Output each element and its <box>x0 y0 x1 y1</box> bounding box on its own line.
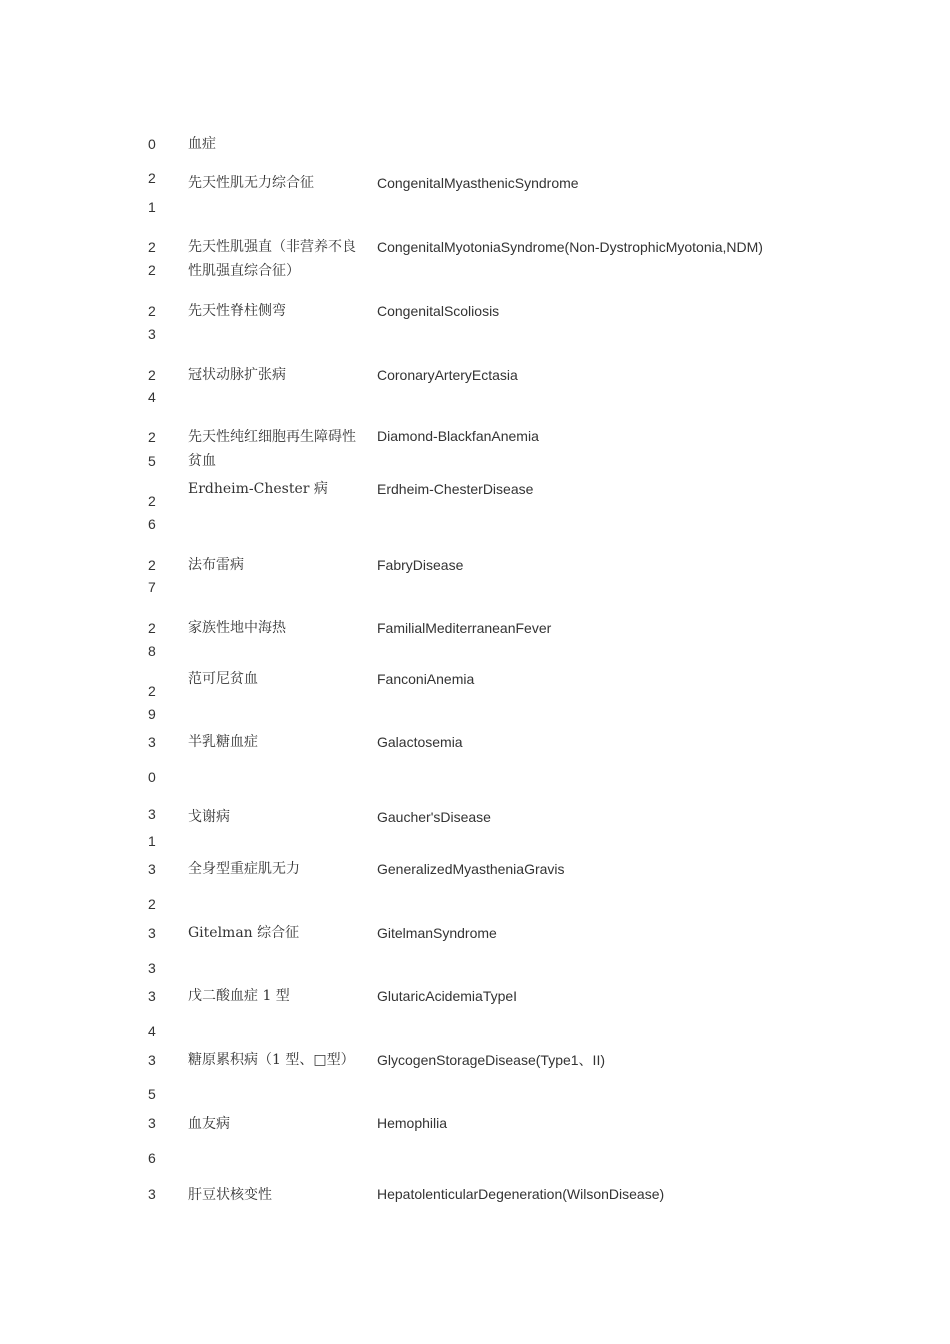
row-number: 3 <box>148 1052 156 1068</box>
row-number: 2 <box>148 620 156 636</box>
chinese-name: 戊二酸血症 1 型 <box>188 988 290 1004</box>
row-number: 3 <box>148 734 156 750</box>
row-number: 7 <box>148 579 156 595</box>
chinese-name: 半乳糖血症 <box>188 734 258 750</box>
english-name: GeneralizedMyastheniaGravis <box>377 861 565 877</box>
row-number: 3 <box>148 988 156 1004</box>
english-name: CongenitalMyotoniaSyndrome(Non-DystrophicMyotonia,NDM) <box>377 239 763 255</box>
row-number: 6 <box>148 1150 156 1166</box>
english-name: CoronaryArteryEctasia <box>377 367 518 383</box>
chinese-name: 先天性肌强直（非营养不良性肌强直综合征） <box>188 239 356 279</box>
row-number: 3 <box>148 326 156 342</box>
row-number: 2 <box>148 429 156 445</box>
row-number: 2 <box>148 493 156 509</box>
english-name: GlycogenStorageDisease(Type1、II) <box>377 1052 605 1068</box>
chinese-name: 血症 <box>188 136 216 152</box>
chinese-name: 先天性脊柱侧弯 <box>188 303 286 319</box>
row-number: 6 <box>148 516 156 532</box>
row-number: 0 <box>148 136 156 152</box>
chinese-name: 冠状动脉扩张病 <box>188 367 286 383</box>
english-name: FabryDisease <box>377 557 464 573</box>
chinese-name: 肝豆状核变性 <box>188 1187 272 1203</box>
row-number: 3 <box>148 1186 156 1202</box>
english-name: Erdheim-ChesterDisease <box>377 481 534 497</box>
english-name: CongenitalMyasthenicSyndrome <box>377 175 579 191</box>
chinese-name: 家族性地中海热 <box>188 620 286 636</box>
row-number: 0 <box>148 769 156 785</box>
chinese-name: 血友病 <box>188 1116 230 1132</box>
row-number: 2 <box>148 683 156 699</box>
english-name: GitelmanSyndrome <box>377 925 497 941</box>
row-number: 2 <box>148 557 156 573</box>
chinese-name: 糖原累积病（1 型、□型） <box>188 1052 355 1068</box>
row-number: 2 <box>148 239 156 255</box>
row-number: 8 <box>148 643 156 659</box>
row-number: 2 <box>148 367 156 383</box>
row-number: 5 <box>148 1086 156 1102</box>
english-name: Diamond-BlackfanAnemia <box>377 428 539 444</box>
english-name: Galactosemia <box>377 734 463 750</box>
row-number: 3 <box>148 806 156 822</box>
row-number: 4 <box>148 1023 156 1039</box>
row-number: 2 <box>148 896 156 912</box>
chinese-name: Erdheim-Chester 病 <box>188 481 328 497</box>
row-number: 5 <box>148 453 156 469</box>
row-number: 3 <box>148 861 156 877</box>
english-name: Gaucher'sDisease <box>377 809 491 825</box>
row-number: 2 <box>148 170 156 186</box>
english-name: Hemophilia <box>377 1115 448 1131</box>
chinese-name: 先天性肌无力综合征 <box>188 175 314 191</box>
english-name: HepatolenticularDegeneration(WilsonDisease) <box>377 1186 665 1202</box>
chinese-name: 范可尼贫血 <box>188 671 258 687</box>
chinese-name: 戈谢病 <box>188 809 230 825</box>
english-name: FanconiAnemia <box>377 671 475 687</box>
english-name: CongenitalScoliosis <box>377 303 500 319</box>
row-number: 1 <box>148 199 156 215</box>
row-number: 3 <box>148 1115 156 1131</box>
row-number: 3 <box>148 960 156 976</box>
chinese-name: Gitelman 综合征 <box>188 925 300 941</box>
row-number: 9 <box>148 706 156 722</box>
row-number: 2 <box>148 303 156 319</box>
english-name: FamilialMediterraneanFever <box>377 620 552 636</box>
chinese-name: 法布雷病 <box>188 557 244 573</box>
row-number: 4 <box>148 389 156 405</box>
row-number: 3 <box>148 925 156 941</box>
chinese-name: 先天性纯红细胞再生障碍性贫血 <box>188 429 356 469</box>
row-number: 2 <box>148 262 156 278</box>
english-name: GlutaricAcidemiaTypeI <box>377 988 518 1004</box>
chinese-name: 全身型重症肌无力 <box>188 861 300 877</box>
row-number: 1 <box>148 833 156 849</box>
